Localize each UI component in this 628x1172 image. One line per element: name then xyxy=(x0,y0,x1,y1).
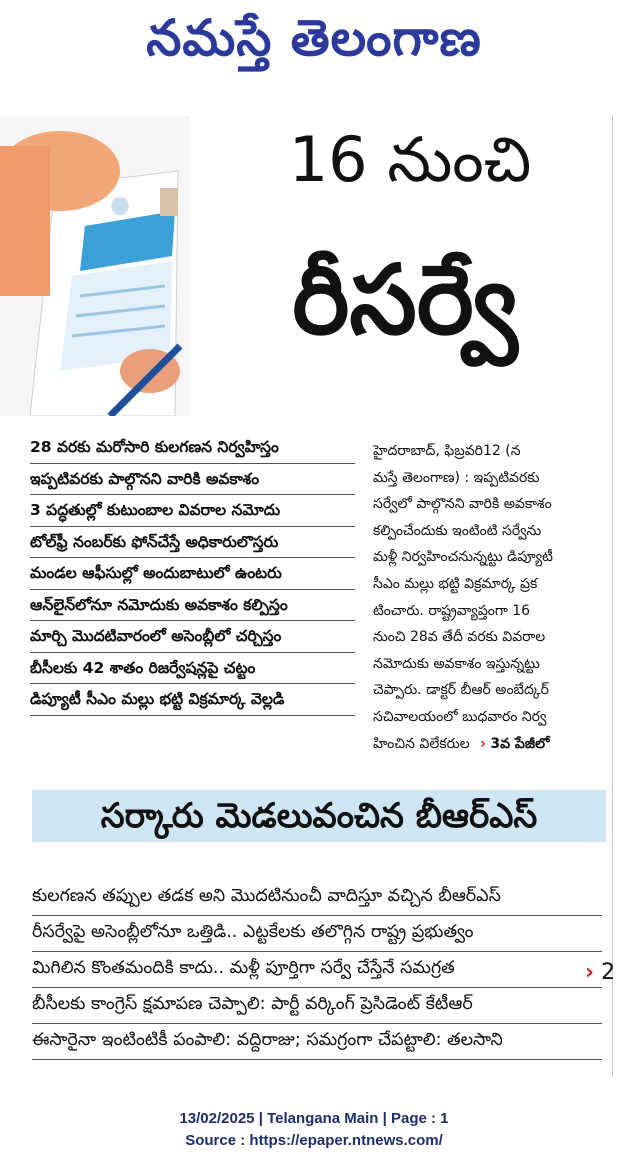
story-line: నుంచి 28వ తేదీ వరకు వివరాల xyxy=(373,629,546,646)
footer xyxy=(0,1108,628,1152)
second-story-line: మిగిలిన కొంతమందికి కాదు.. మళ్లీ పూర్తిగా సర్వే చేస్తేనే సమగ్రత xyxy=(32,952,602,988)
highlight-item: టోల్‌ఫ్రీ నంబర్‌కు ఫోన్‌చేస్తే అధికారులొస్తరు xyxy=(30,527,355,559)
highlight-item: మార్చి మొదటివారంలో అసెంబ్లీలో చర్చిస్తం xyxy=(30,621,355,653)
highlights-list xyxy=(30,432,355,716)
sub-headline: సర్కారు మెడలువంచిన బీఆర్‌ఎస్ xyxy=(100,796,538,836)
highlight-item: డిప్యూటీ సీఎం మల్లు భట్టి విక్రమార్క వెల్లడి xyxy=(30,684,355,716)
story-line: నమోదుకు అవకాశం ఇస్తున్నట్టు xyxy=(373,655,540,672)
second-story-line: ఈసారైనా ఇంటింటికీ పంపాలి: వద్దిరాజు; సమగ్రంగా చేపట్టాలి: తలసాని xyxy=(32,1024,602,1060)
page-ref-chevron-icon: › xyxy=(585,960,595,985)
story-line: కల్పించేందుకు ఇంటింటి సర్వేను xyxy=(373,522,542,539)
sub-headline-banner xyxy=(32,790,606,842)
headline-line-2: రీసర్వే xyxy=(292,244,518,356)
story-body xyxy=(373,438,613,757)
masthead-title: నమస్తే తెలంగాణ xyxy=(146,8,482,67)
page-ref-number: 2 xyxy=(601,960,616,985)
masthead xyxy=(0,0,628,85)
highlight-item: ఇప్పటివరకు పాల్గొనని వారికి అవకాశం xyxy=(30,464,355,496)
highlight-item: 28 వరకు మరోసారి కులగణన నిర్వహిస్తం xyxy=(30,432,355,464)
footer-date-edition: 13/02/2025 | Telangana Main | Page : 1 xyxy=(179,1110,449,1127)
headline-line-1: 16 నుంచి xyxy=(288,123,532,196)
survey-form-photo xyxy=(0,116,190,416)
footer-source[interactable]: Source : https://epaper.ntnews.com/ xyxy=(185,1132,443,1149)
story-line: సర్వేలో పాల్గొనని వారికి అవకాశం xyxy=(373,496,552,513)
highlight-item: 3 పద్ధతుల్లో కుటుంబాల వివరాల నమోదు xyxy=(30,495,355,527)
story-line: మస్తే తెలంగాణ) : ఇప్పటివరకు xyxy=(373,469,540,486)
story-line: మళ్లీ నిర్వహించనున్నట్టు డిప్యూటీ xyxy=(373,549,553,566)
continued-link[interactable]: 3వ పేజీలో xyxy=(490,735,550,752)
highlight-item: ఆన్‌లైన్‌లోనూ నమోదుకు అవకాశం కల్పిస్తం xyxy=(30,590,355,622)
second-story-line: కులగణన తప్పుల తడక అని మొదటినుంచీ వాదిస్తూ వచ్చిన బీఆర్‌ఎస్ xyxy=(32,880,602,916)
highlight-item: బీసీలకు 42 శాతం రిజర్వేషన్లపై చట్టం xyxy=(30,653,355,685)
highlight-item: మండల ఆఫీసుల్లో అందుబాటులో ఉంటరు xyxy=(30,558,355,590)
story-line: చెప్పారు. డాక్టర్ బీఆర్ అంబేద్కర్ xyxy=(373,682,549,699)
continued-chevron-icon: › xyxy=(480,735,486,752)
story-line: హించిన విలేకరుల xyxy=(373,735,470,752)
second-story-line: రీసర్వేపై అసెంబ్లీలోనూ ఒత్తిడి.. ఎట్టకేలకు తలొగ్గిన రాష్ట్ర ప్రభుత్వం xyxy=(32,916,602,952)
second-story-line: బీసీలకు కాంగ్రెస్ క్షమాపణ చెప్పాలి: పార్టీ వర్కింగ్ ప్రెసిడెంట్ కేటీఆర్ xyxy=(32,988,602,1024)
story-line-last xyxy=(373,731,613,758)
page-ref[interactable] xyxy=(585,958,615,988)
second-story-list xyxy=(32,880,602,1060)
story-line: సచివాలయంలో బుధవారం నిర్వ xyxy=(373,708,547,725)
story-line: టించారు. రాష్ట్రవ్యాప్తంగా 16 xyxy=(373,602,531,619)
story-line: సీఎం మల్లు భట్టి విక్రమార్క ప్రక xyxy=(373,575,538,592)
story-line: హైదరాబాద్, ఫిబ్రవరి12 (న xyxy=(373,443,521,459)
